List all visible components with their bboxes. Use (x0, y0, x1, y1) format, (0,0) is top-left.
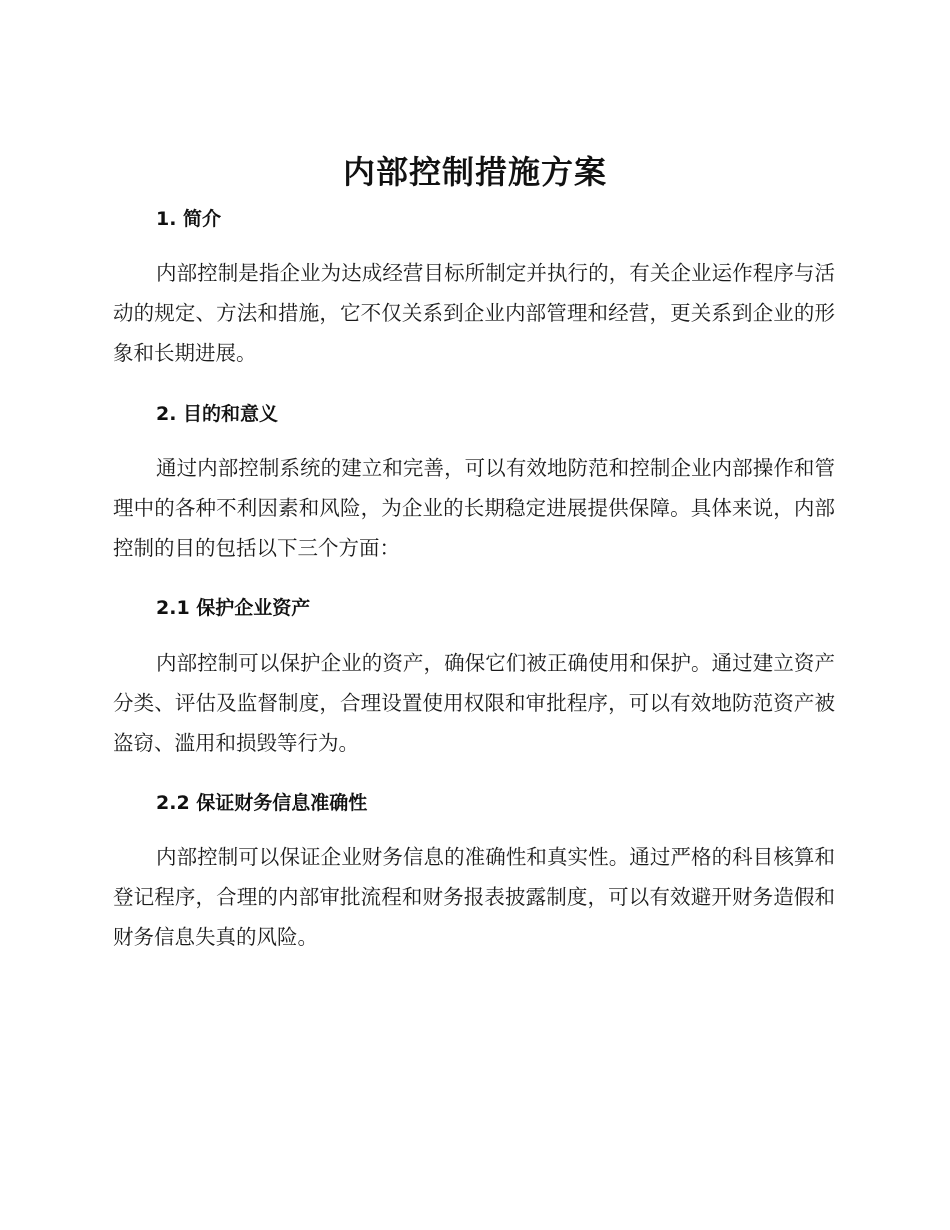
section-body-protect-assets: 内部控制可以保护企业的资产，确保它们被正确使用和保护。通过建立资产分类、评估及监督制度，合理设置使用权限和审批程序，可以有效地防范资产被盗窃、滥用和损毁等行为。 (113, 651, 835, 755)
document-title: 内部控制措施方案 (342, 153, 607, 191)
section-heading-purpose: 2. 目的和意义 (156, 403, 279, 425)
section-body-financial-accuracy: 内部控制可以保证企业财务信息的准确性和真实性。通过严格的科目核算和登记程序，合理的内部审批流程和财务报表披露制度，可以有效避开财务造假和财务信息失真的风险。 (113, 845, 835, 949)
section-heading-financial-accuracy: 2.2 保证财务信息准确性 (156, 792, 368, 814)
section-heading-intro: 1. 简介 (156, 208, 222, 230)
section-heading-protect-assets: 2.1 保护企业资产 (156, 597, 311, 619)
section-body-intro: 内部控制是指企业为达成经营目标所制定并执行的，有关企业运作程序与活动的规定、方法和措施，它不仅关系到企业内部管理和经营，更关系到企业的形象和长期进展。 (113, 261, 835, 365)
section-body-purpose: 通过内部控制系统的建立和完善，可以有效地防范和控制企业内部操作和管理中的各种不利因素和风险，为企业的长期稳定进展提供保障。具体来说，内部控制的目的包括以下三个方面： (113, 456, 835, 560)
